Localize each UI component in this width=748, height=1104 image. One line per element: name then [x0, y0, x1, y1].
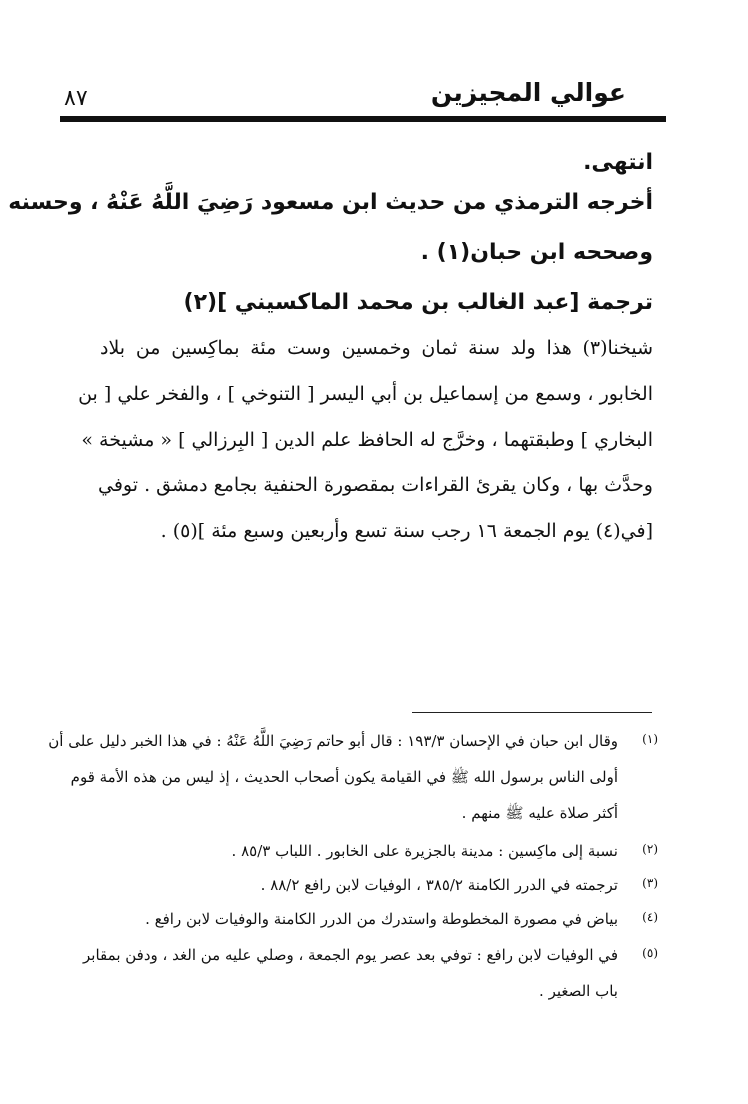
body-line-5: شيخنا(٣) هذا ولد سنة ثمان وخمسين وست مئة بماكِسين من بلاد — [100, 337, 653, 359]
footnote-separator — [412, 712, 652, 713]
footnote-line: وقال ابن حبان في الإحسان ١٩٣/٣ : قال أبو حاتم رَضِيَ اللَّهُ عَنْهُ : في هذا الخبر دليل على أن — [48, 732, 618, 750]
body-line-7: البخاري ] وطبقتهما ، وخرَّج له الحافظ علم الدين [ البِرزالي ] « مشيخة » — [81, 429, 653, 451]
footnote-line: أكثر صلاة عليه ﷺ منهم . — [461, 804, 618, 822]
footnote-number: (٣) — [642, 876, 658, 890]
footnote-number: (٥) — [642, 946, 658, 960]
footnote-line: نسبة إلى ماكِسين : مدينة بالجزيرة على الخابور . اللباب ٨٥/٣ . — [231, 842, 618, 860]
body-line-3: وصححه ابن حبان(١) . — [420, 240, 653, 265]
body-line-2: أخرجه الترمذي من حديث ابن مسعود رَضِيَ اللَّهُ عَنْهُ ، وحسنه — [8, 190, 653, 215]
body-line-6: الخابور ، وسمع من إسماعيل بن أبي اليسر [ التنوخي ] ، والفخر علي [ بن — [78, 383, 653, 405]
biography-heading: ترجمة [عبد الغالب بن محمد الماكسيني ](٢) — [183, 290, 653, 315]
footnote-line: بياض في مصورة المخطوطة واستدرك من الدرر الكامنة والوفيات لابن رافع . — [145, 910, 618, 928]
footnote-line: باب الصغير . — [539, 982, 618, 1000]
header-rule — [60, 116, 666, 122]
body-line-9: [في(٤) يوم الجمعة ١٦ رجب سنة تسع وأربعين وسبع مئة ](٥) . — [160, 520, 653, 542]
footnote-line: في الوفيات لابن رافع : توفي بعد عصر يوم الجمعة ، وصلي عليه من الغد ، ودفن بمقابر — [83, 946, 618, 964]
body-line-1: انتهى. — [583, 150, 653, 175]
footnote-number: (٢) — [642, 842, 658, 856]
footnote-number: (٤) — [642, 910, 658, 924]
page-number: ٨٧ — [64, 86, 88, 111]
body-line-8: وحدَّث بها ، وكان يقرئ القراءات بمقصورة الحنفية بجامع دمشق . توفي — [98, 474, 653, 496]
running-header-title: عوالي المجيزين — [430, 78, 626, 107]
footnote-line: أولى الناس برسول الله ﷺ في القيامة يكون أصحاب الحديث ، إذ ليس من هذه الأمة قوم — [70, 768, 618, 786]
footnote-number: (١) — [642, 732, 658, 746]
footnote-line: ترجمته في الدرر الكامنة ٣٨٥/٢ ، الوفيات لابن رافع ٨٨/٢ . — [260, 876, 618, 894]
